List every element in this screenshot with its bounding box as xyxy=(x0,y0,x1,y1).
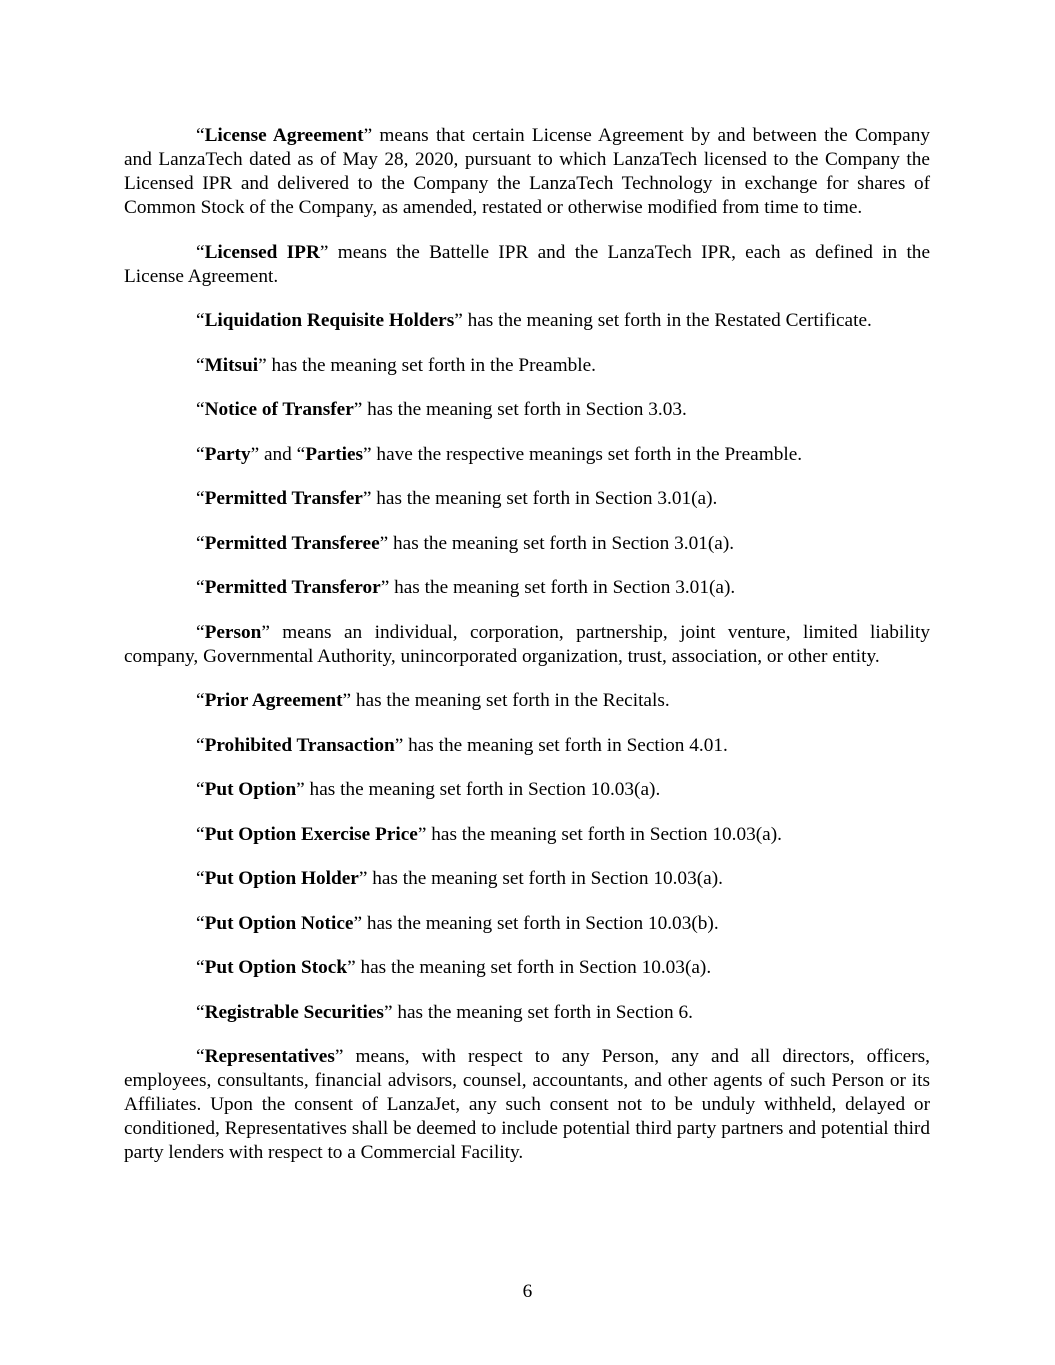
definition-text: “ xyxy=(196,621,205,643)
definition-text: ” has the meaning set forth in Section 4.01. xyxy=(394,734,728,756)
definition-text: “ xyxy=(196,779,205,800)
definition-text: ” has the meaning set forth in Section 10.03(a). xyxy=(347,957,712,978)
defined-term: Notice of Transfer xyxy=(204,399,354,420)
definition-text: “ xyxy=(196,577,205,598)
definition-text: ” has the meaning set forth in the Recitals. xyxy=(342,690,670,711)
defined-term: Permitted Transfer xyxy=(204,488,363,509)
definition-paragraph xyxy=(124,532,930,556)
definition-text: “ xyxy=(196,734,205,756)
definition-text: ” has the meaning set forth in Section 10.03(a). xyxy=(358,868,723,889)
definition-text: ” means, with respect to any Person, any and all directors, officers, employees, consultants, financial advisors, counsel, accountants, and other agents of such Person or its Affiliates. Upon the consent of LanzaJet, any such consent not to be unduly withheld, delayed or conditioned, Representatives shall be deemed to include potential third party partners and potential third party lenders with respect to a Commercial Facility. xyxy=(124,1046,930,1163)
definition-paragraph xyxy=(124,443,930,467)
definition-paragraph xyxy=(124,689,930,713)
defined-term: Prohibited Transaction xyxy=(204,734,395,756)
definition-paragraph xyxy=(124,241,930,289)
defined-term: Representatives xyxy=(204,1046,335,1067)
definition-paragraph xyxy=(124,398,930,422)
definition-text: ” has the meaning set forth in Section 6. xyxy=(383,1001,693,1023)
defined-term: Permitted Transferee xyxy=(204,532,380,554)
definition-text: “ xyxy=(196,310,205,331)
definition-text: ” has the meaning set forth in Section 3.01(a). xyxy=(380,577,736,598)
definition-text: ” has the meaning set forth in Section 10.03(a). xyxy=(417,823,782,845)
defined-term: Party xyxy=(204,443,251,465)
definition-text: “ xyxy=(196,241,205,263)
definition-paragraph xyxy=(124,354,930,378)
defined-term: Person xyxy=(204,621,262,643)
definition-paragraph xyxy=(124,1045,930,1165)
definition-text: ” means that certain License Agreement by and between the Company and LanzaTech dated as of May 28, 2020, pursuant to which LanzaTech licensed to the Company the Licensed IPR and delivered to the Company the LanzaTech Technology in exchange for shares of Common Stock of the Company, as amended, restated or otherwise modified from time to time. xyxy=(124,125,930,218)
definition-text: “ xyxy=(196,354,205,376)
definition-paragraph xyxy=(124,912,930,936)
defined-term: Mitsui xyxy=(204,354,259,376)
definition-text: “ xyxy=(196,868,205,889)
definition-paragraph xyxy=(124,1001,930,1025)
definition-text: ” have the respective meanings set forth in the Preamble. xyxy=(363,443,803,465)
definition-text: ” means the Battelle IPR and the LanzaTech IPR, each as defined in the License Agreement. xyxy=(124,241,930,287)
definition-text: “ xyxy=(196,823,205,845)
definition-paragraph xyxy=(124,124,930,220)
definition-text: ” has the meaning set forth in Section 3.03. xyxy=(353,399,687,420)
defined-term: License Agreement xyxy=(204,125,364,146)
defined-term: Parties xyxy=(305,443,364,465)
definition-paragraph xyxy=(124,823,930,847)
definition-text: “ xyxy=(196,690,205,711)
page-number: 6 xyxy=(522,1281,533,1302)
defined-term: Put Option Exercise Price xyxy=(204,823,418,845)
definition-text: ” has the meaning set forth in Section 10.03(a). xyxy=(296,779,661,800)
definition-text: ” has the meaning set forth in Section 3.01(a). xyxy=(362,488,718,509)
definition-text: “ xyxy=(196,443,205,465)
definition-paragraph xyxy=(124,734,930,758)
definition-text: “ xyxy=(196,532,205,554)
definition-paragraph xyxy=(124,956,930,980)
defined-term: Liquidation Requisite Holders xyxy=(204,310,455,331)
definition-paragraph xyxy=(124,778,930,802)
defined-term: Prior Agreement xyxy=(204,690,343,711)
definition-paragraph xyxy=(124,487,930,511)
definition-text: ” and “ xyxy=(250,443,306,465)
definitions-section xyxy=(124,124,930,1186)
definition-text: “ xyxy=(196,1046,205,1067)
defined-term: Put Option Stock xyxy=(204,957,348,978)
defined-term: Registrable Securities xyxy=(204,1001,384,1023)
definition-paragraph xyxy=(124,621,930,669)
definition-text: “ xyxy=(196,488,205,509)
definition-paragraph xyxy=(124,867,930,891)
definition-text: “ xyxy=(196,1001,205,1023)
definition-paragraph xyxy=(124,309,930,333)
definition-text: “ xyxy=(196,912,205,934)
defined-term: Permitted Transferor xyxy=(204,577,381,598)
definition-paragraph xyxy=(124,576,930,600)
defined-term: Put Option Notice xyxy=(204,912,354,934)
definition-text: ” has the meaning set forth in the Restated Certificate. xyxy=(454,310,872,331)
defined-term: Put Option Holder xyxy=(204,868,359,889)
definition-text: ” has the meaning set forth in the Preamble. xyxy=(258,354,596,376)
definition-text: “ xyxy=(196,399,205,420)
definition-text: ” has the meaning set forth in Section 10.03(b). xyxy=(353,912,719,934)
defined-term: Licensed IPR xyxy=(204,241,320,263)
definition-text: ” means an individual, corporation, partnership, joint venture, limited liability company, Governmental Authority, unincorporated organization, trust, association, or other entity. xyxy=(124,621,930,667)
definition-text: ” has the meaning set forth in Section 3.01(a). xyxy=(379,532,735,554)
definition-text: “ xyxy=(196,957,205,978)
defined-term: Put Option xyxy=(204,779,297,800)
definition-text: “ xyxy=(196,125,205,146)
